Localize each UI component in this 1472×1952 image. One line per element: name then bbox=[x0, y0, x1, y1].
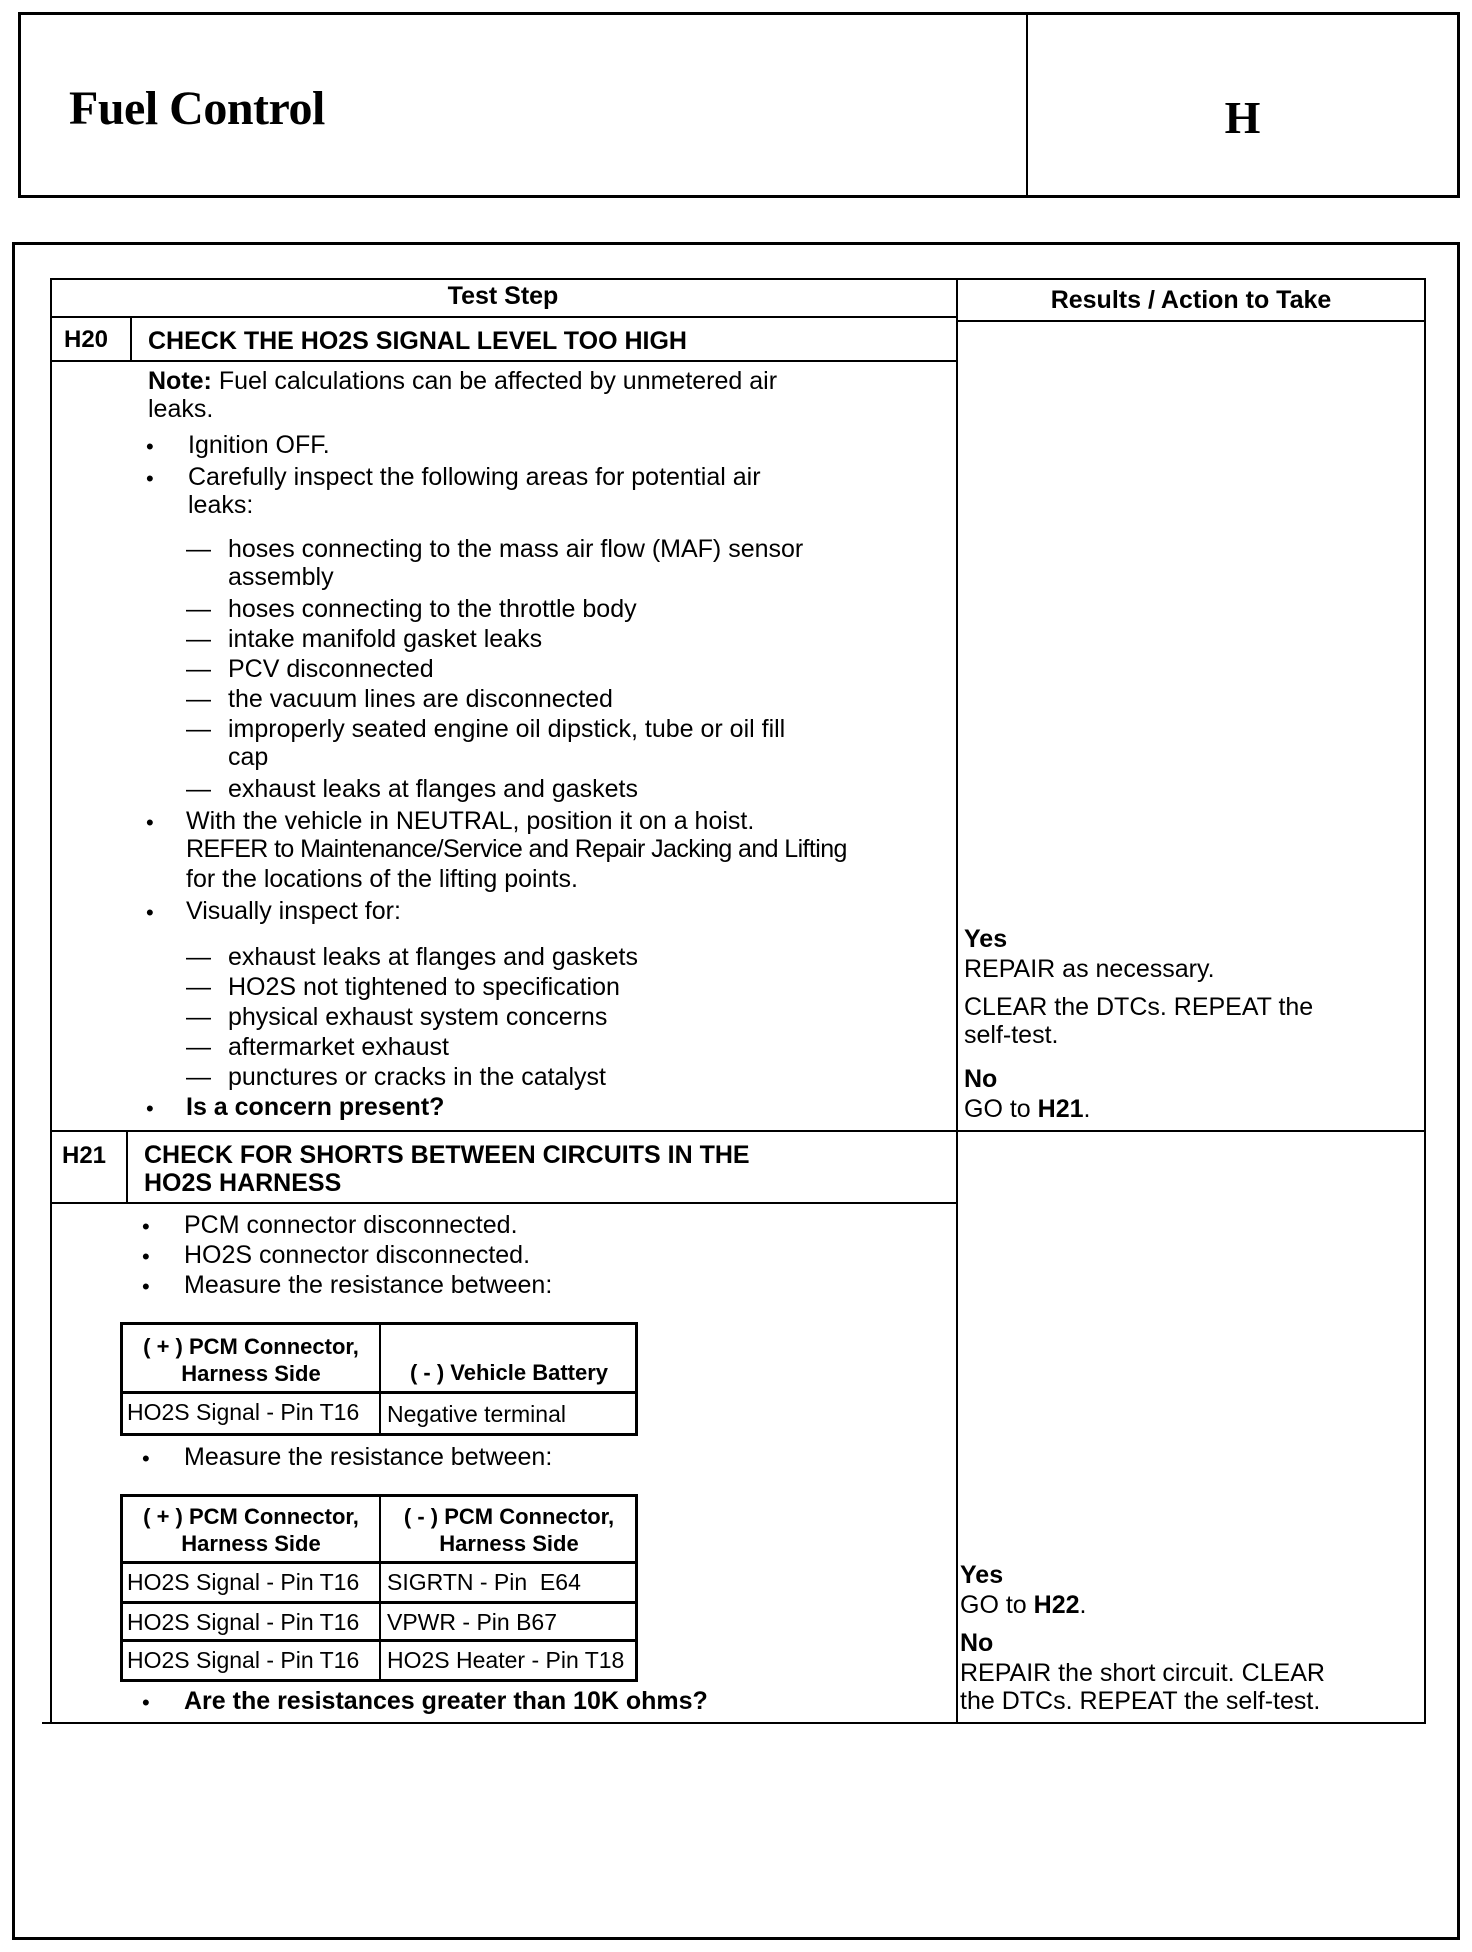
header-line: Harness Side bbox=[181, 1361, 321, 1386]
bullet-inspect-air-leaks: Carefully inspect the following areas for potential air bbox=[188, 463, 761, 491]
question-h21: Are the resistances greater than 10K ohms? bbox=[184, 1687, 708, 1715]
dash-icon: — bbox=[186, 973, 211, 1001]
section-letter: H bbox=[1224, 92, 1261, 143]
diagnostic-table bbox=[38, 272, 1426, 1730]
page-header bbox=[18, 12, 1460, 198]
step-link-h22[interactable]: H22 bbox=[1033, 1591, 1080, 1619]
step-id-h21: H21 bbox=[62, 1142, 107, 1169]
column-divider bbox=[956, 278, 958, 1724]
row-divider bbox=[123, 1391, 635, 1394]
visual-item: physical exhaust system concerns bbox=[228, 1003, 608, 1031]
step-title-h21-cont: HO2S HARNESS bbox=[144, 1169, 342, 1197]
column-header-battery-negative: ( - ) Vehicle Battery bbox=[409, 1360, 609, 1385]
table-cell: HO2S Signal - Pin T16 bbox=[127, 1399, 360, 1425]
air-leak-item: improperly seated engine oil dipstick, tube or oil fill bbox=[228, 715, 786, 743]
air-leak-item: intake manifold gasket leaks bbox=[228, 625, 543, 653]
bullet-icon: • bbox=[146, 900, 154, 925]
step-title-rule-h20 bbox=[50, 360, 956, 362]
air-leak-item-cont: assembly bbox=[228, 563, 334, 591]
table-cell: Negative terminal bbox=[387, 1401, 566, 1427]
row-divider bbox=[123, 1601, 635, 1604]
go-to-text: GO to bbox=[964, 1095, 1038, 1123]
period: . bbox=[1079, 1591, 1087, 1619]
column-header-pcm-positive bbox=[123, 1333, 379, 1387]
result-no-text-h21: REPAIR the short circuit. CLEAR bbox=[960, 1659, 1325, 1687]
table-border-bottom bbox=[42, 1722, 1426, 1724]
table-border-left bbox=[50, 278, 52, 1724]
dash-icon: — bbox=[186, 625, 211, 653]
step-id-divider-h21 bbox=[126, 1132, 128, 1202]
dash-icon: — bbox=[186, 685, 211, 713]
air-leak-item: exhaust leaks at flanges and gaskets bbox=[228, 775, 638, 803]
table-cell: SIGRTN - Pin E64 bbox=[387, 1569, 581, 1595]
header-line: ( - ) PCM Connector, bbox=[403, 1504, 615, 1529]
measurement-table-battery bbox=[120, 1322, 638, 1436]
result-yes-text-h21 bbox=[960, 1590, 1086, 1620]
dash-icon: — bbox=[186, 595, 211, 623]
air-leak-item: hoses connecting to the mass air flow (MAF) sensor bbox=[228, 535, 804, 563]
result-yes-label-h21: Yes bbox=[960, 1561, 1004, 1589]
header-rule-left bbox=[50, 316, 956, 318]
bullet-inspect-air-leaks-cont: leaks: bbox=[188, 491, 254, 519]
row-divider bbox=[123, 1561, 635, 1564]
bullet-vehicle-hoist-cont: for the locations of the lifting points. bbox=[186, 865, 578, 893]
dash-icon: — bbox=[186, 535, 211, 563]
bullet-vehicle-hoist: With the vehicle in NEUTRAL, position it on a hoist. bbox=[186, 807, 755, 835]
row-divider bbox=[123, 1639, 635, 1642]
bullet-measure-resistance-2: Measure the resistance between: bbox=[184, 1443, 553, 1471]
result-yes-text-h20: CLEAR the DTCs. REPEAT the bbox=[964, 993, 1314, 1021]
page-title: Fuel Control bbox=[69, 82, 325, 135]
note-text-cont: leaks. bbox=[148, 395, 214, 423]
bullet-icon: • bbox=[142, 1690, 150, 1715]
visual-item: HO2S not tightened to specification bbox=[228, 973, 620, 1001]
header-line: ( + ) PCM Connector, bbox=[143, 1504, 359, 1529]
visual-item: aftermarket exhaust bbox=[228, 1033, 449, 1061]
step-title-h21: CHECK FOR SHORTS BETWEEN CIRCUITS IN THE bbox=[144, 1141, 750, 1169]
bullet-icon: • bbox=[146, 466, 154, 491]
bullet-icon: • bbox=[146, 434, 154, 459]
dash-icon: — bbox=[186, 775, 211, 803]
result-yes-text-h20: self-test. bbox=[964, 1021, 1059, 1049]
table-border-right bbox=[1424, 278, 1426, 1724]
air-leak-item: the vacuum lines are disconnected bbox=[228, 685, 613, 713]
bullet-ho2s-disconnected: HO2S connector disconnected. bbox=[184, 1241, 531, 1269]
bullet-pcm-disconnected: PCM connector disconnected. bbox=[184, 1211, 518, 1239]
header-line: ( + ) PCM Connector, bbox=[143, 1334, 359, 1359]
question-h20: Is a concern present? bbox=[186, 1093, 445, 1121]
bullet-vehicle-hoist-cont: REFER to Maintenance/Service and Repair Jacking and Lifting bbox=[186, 835, 847, 863]
result-yes-text-h20: REPAIR as necessary. bbox=[964, 955, 1215, 983]
air-leak-item: PCV disconnected bbox=[228, 655, 434, 683]
header-line: Harness Side bbox=[439, 1531, 579, 1556]
header-line: Harness Side bbox=[181, 1531, 321, 1556]
bullet-icon: • bbox=[142, 1274, 150, 1299]
bullet-visually-inspect: Visually inspect for: bbox=[186, 897, 401, 925]
table-cell: HO2S Heater - Pin T18 bbox=[387, 1647, 625, 1673]
note-text: Fuel calculations can be affected by unmetered air bbox=[211, 367, 778, 395]
bullet-ignition-off: Ignition OFF. bbox=[188, 431, 330, 459]
table-cell: HO2S Signal - Pin T16 bbox=[127, 1609, 360, 1635]
bullet-icon: • bbox=[142, 1214, 150, 1239]
bullet-measure-resistance: Measure the resistance between: bbox=[184, 1271, 553, 1299]
table-border-top bbox=[50, 278, 1426, 280]
column-header-test-step: Test Step bbox=[447, 282, 559, 310]
dash-icon: — bbox=[186, 715, 211, 743]
dash-icon: — bbox=[186, 943, 211, 971]
dash-icon: — bbox=[186, 655, 211, 683]
dash-icon: — bbox=[186, 1063, 211, 1091]
bullet-icon: • bbox=[146, 1096, 154, 1121]
bullet-icon: • bbox=[142, 1446, 150, 1471]
step-title-rule-h21 bbox=[50, 1202, 956, 1204]
step-separator bbox=[50, 1130, 1426, 1132]
result-no-label-h20: No bbox=[964, 1065, 998, 1093]
step-id-divider-h20 bbox=[130, 318, 132, 360]
air-leak-item-cont: cap bbox=[228, 743, 269, 771]
go-to-text: GO to bbox=[960, 1591, 1034, 1619]
visual-item: exhaust leaks at flanges and gaskets bbox=[228, 943, 638, 971]
column-header-pcm-positive bbox=[123, 1503, 379, 1557]
bullet-icon: • bbox=[142, 1244, 150, 1269]
bullet-icon: • bbox=[146, 810, 154, 835]
air-leak-item: hoses connecting to the throttle body bbox=[228, 595, 637, 623]
column-header-pcm-negative bbox=[381, 1503, 637, 1557]
step-id-h20: H20 bbox=[64, 326, 109, 353]
note-h20 bbox=[148, 366, 777, 397]
table-cell: HO2S Signal - Pin T16 bbox=[127, 1647, 360, 1673]
column-header-results: Results / Action to Take bbox=[1050, 286, 1332, 314]
note-label: Note: bbox=[148, 367, 212, 395]
header-rule-right bbox=[956, 320, 1426, 322]
result-no-text-h20 bbox=[964, 1094, 1090, 1124]
step-link-h21[interactable]: H21 bbox=[1037, 1095, 1084, 1123]
step-title-h20: CHECK THE HO2S SIGNAL LEVEL TOO HIGH bbox=[148, 327, 687, 355]
table-cell: HO2S Signal - Pin T16 bbox=[127, 1569, 360, 1595]
result-yes-label-h20: Yes bbox=[964, 925, 1008, 953]
dash-icon: — bbox=[186, 1033, 211, 1061]
result-no-text-h21: the DTCs. REPEAT the self-test. bbox=[960, 1687, 1321, 1715]
period: . bbox=[1083, 1095, 1091, 1123]
result-no-label-h21: No bbox=[960, 1629, 994, 1657]
dash-icon: — bbox=[186, 1003, 211, 1031]
visual-item: punctures or cracks in the catalyst bbox=[228, 1063, 606, 1091]
table-cell: VPWR - Pin B67 bbox=[387, 1609, 557, 1635]
measurement-table-pcm bbox=[120, 1494, 638, 1682]
